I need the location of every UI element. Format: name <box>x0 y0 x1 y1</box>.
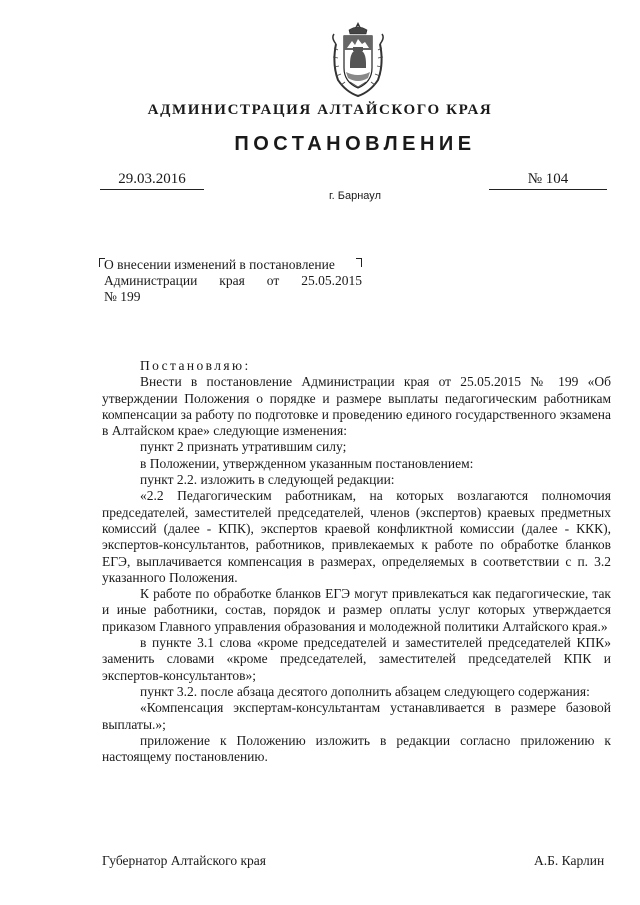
document-type: ПОСТАНОВЛЕНИЕ <box>234 133 476 155</box>
subject-line-1: О внесении изменений в постановление <box>104 257 335 272</box>
subject-line-3: № 199 <box>104 289 141 304</box>
body-paragraph: К работе по обработке бланков ЕГЭ могут привлекаться как педагогические, так и иные работники, состав, порядок и размер оплаты услуг которых утверждается приказом Главного управления образования и молодежной политики Алтайского края.» <box>102 586 611 634</box>
subject-word: края <box>219 273 245 288</box>
signatory-name: А.Б. Карлин <box>534 853 605 868</box>
document-date: 29.03.2016 <box>100 171 204 190</box>
subject-line-2 <box>104 273 362 289</box>
body-paragraph: Внести в постановление Администрации края от 25.05.2015 № 199 «Об утверждении Положения о порядке и размере выплаты педагогическим работникам компенсации за работу по подготовке и проведению единого государственного экзамена в Алтайском крае» следующие изменения: <box>102 374 611 439</box>
body-paragraph: пункт 2 признать утратившим силу; <box>140 439 347 455</box>
document-body <box>102 358 611 765</box>
body-paragraph: «2.2 Педагогическим работникам, на которых возлагаются полномочия председателей, заместителей председателей, членов (экспертов) краевых предметных комиссий (далее - КПК), экспертов краевой конфликтной комиссии (далее - ККК), экспертов-консультантов, работников, привлекаемых к работе по обработке бланков ЕГЭ, выплачивается компенсация в размерах, определяемых в соответствии с п. 3.2 указанного Положения. <box>102 488 611 585</box>
document-number: № 104 <box>489 171 607 190</box>
body-paragraph: пункт 2.2. изложить в следующей редакции: <box>140 472 395 488</box>
body-paragraph: «Компенсация экспертам-консультантам устанавливается в размере базовой выплаты.»; <box>102 700 611 732</box>
body-paragraph: в пункте 3.1 слова «кроме председателей и заместителей председателей КПК» заменить словами «кроме председателей, заместителей председателей КПК и экспертов-консультантов»; <box>102 635 611 683</box>
document-city: г. Барнаул <box>329 190 381 202</box>
subject-word: от <box>266 273 280 288</box>
body-paragraph: пункт 3.2. после абзаца десятого дополнить абзацем следующего содержания: <box>140 683 590 699</box>
subject-word: Администрации <box>104 273 198 288</box>
body-paragraph: в Положении, утвержденном указанным постановлением: <box>140 455 474 471</box>
document-subject <box>104 257 362 305</box>
signatory-title: Губернатор Алтайского края <box>102 853 266 868</box>
preamble: Постановляю: <box>140 358 251 373</box>
coat-of-arms-icon <box>328 20 388 98</box>
body-paragraph: приложение к Положению изложить в редакции согласно приложению к настоящему постановлению. <box>102 732 611 765</box>
organization-name: АДМИНИСТРАЦИЯ АЛТАЙСКОГО КРАЯ <box>147 102 493 118</box>
subject-word: 25.05.2015 <box>301 273 362 288</box>
